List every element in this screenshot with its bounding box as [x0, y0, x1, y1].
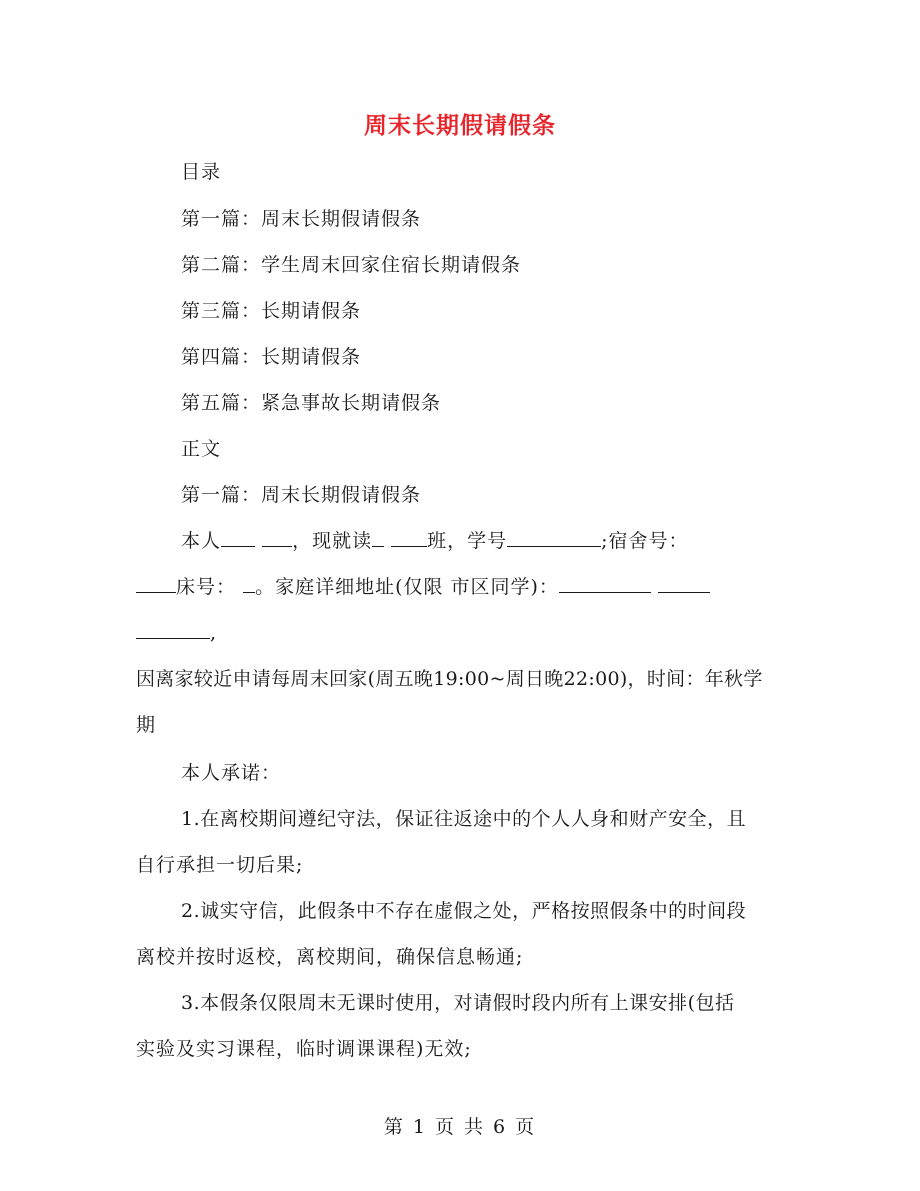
- toc-item-3: 第三篇：长期请假条: [181, 300, 362, 322]
- class-blank: [372, 528, 384, 547]
- reason-line-2: 期: [136, 714, 157, 736]
- reason-line-1: 因离家较近申请每周末回家(周五晚19:00~周日晚22:00)，时间：年秋学: [136, 668, 763, 690]
- document-title: 周末长期假请假条: [364, 112, 556, 139]
- page-footer: 第 1 页 共 6 页: [383, 1116, 537, 1138]
- toc-item-4: 第四篇：长期请假条: [181, 346, 362, 368]
- address-blank: [559, 574, 651, 593]
- student-id-blank: [507, 528, 601, 547]
- promise-1-line-2: 自行承担一切后果;: [136, 854, 304, 876]
- form-label-dorm: ;宿舍号：: [601, 530, 689, 552]
- address-blank-2: [658, 574, 710, 593]
- bed-blank: [243, 574, 255, 593]
- promise-3-line-1: 3.本假条仅限周末无课时使用，对请假时段内所有上课安排(包括: [181, 992, 735, 1014]
- body-heading: 正文: [181, 438, 222, 460]
- form-label-address: 。家庭详细地址(仅限 市区同学)：: [255, 576, 559, 598]
- toc-item-1: 第一篇：周末长期假请假条: [181, 208, 422, 230]
- toc-item-2: 第二篇：学生周末回家住宿长期请假条: [181, 254, 522, 276]
- address-blank-3: [136, 620, 210, 639]
- dorm-number-blank: [136, 574, 176, 593]
- section-title: 第一篇：周末长期假请假条: [181, 484, 422, 506]
- form-line-3-end: ,: [210, 622, 218, 644]
- promise-1-line-1: 1.在离校期间遵纪守法，保证往返途中的个人人身和财产安全，且: [181, 808, 747, 830]
- promise-3-line-2: 实验及实习课程，临时调课课程)无效;: [136, 1038, 472, 1060]
- form-line-1: [181, 527, 689, 555]
- toc-heading: 目录: [181, 161, 222, 183]
- promise-heading: 本人承诺：: [181, 762, 282, 784]
- form-label-id: 班，学号: [427, 530, 508, 552]
- form-label-bed: 床号：: [176, 576, 237, 598]
- name-blank: [221, 528, 255, 547]
- form-line-3: [136, 619, 217, 647]
- form-label-name: 本人: [181, 530, 222, 552]
- toc-item-5: 第五篇：紧急事故长期请假条: [181, 392, 442, 414]
- promise-2-line-2: 离校并按时返校，离校期间，确保信息畅通;: [136, 946, 524, 968]
- form-label-class: ，现就读: [292, 530, 373, 552]
- promise-2-line-1: 2.诚实守信，此假条中不存在虚假之处，严格按照假条中的时间段: [181, 900, 747, 922]
- class-blank-2: [391, 528, 427, 547]
- form-line-2: [136, 573, 710, 601]
- name-blank-2: [262, 528, 292, 547]
